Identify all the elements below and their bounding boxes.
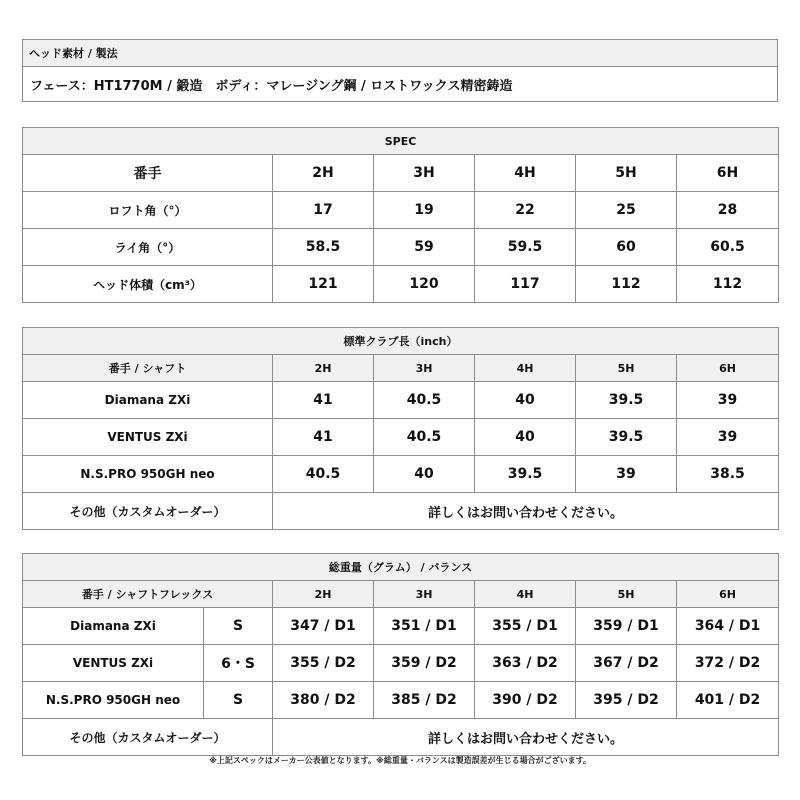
table-row-other [23, 493, 779, 530]
cell-value: 351 / D1 [374, 608, 475, 645]
row-label: その他（カスタムオーダー） [23, 719, 273, 756]
col-header: 6H [677, 355, 779, 382]
spec-col-header: 3H [374, 155, 475, 192]
cell-value: 121 [273, 266, 374, 303]
row-label: VENTUS ZXi [23, 645, 204, 682]
col-header: 番手 / シャフトフレックス [23, 581, 273, 608]
table-row [23, 382, 779, 419]
contact-note: 詳しくはお問い合わせください。 [273, 493, 779, 530]
cell-value: 117 [475, 266, 576, 303]
col-header: 3H [374, 581, 475, 608]
cell-value: 17 [273, 192, 374, 229]
cell-value: 120 [374, 266, 475, 303]
cell-value: 41 [273, 419, 374, 456]
cell-value: 364 / D1 [677, 608, 779, 645]
cell-value: 59.5 [475, 229, 576, 266]
club-length-title: 標準クラブ長（inch） [23, 328, 779, 355]
table-row [23, 266, 779, 303]
table-row [23, 456, 779, 493]
cell-value: 363 / D2 [475, 645, 576, 682]
row-label: Diamana ZXi [23, 608, 204, 645]
table-row [23, 229, 779, 266]
table-row [23, 419, 779, 456]
cell-value: 355 / D1 [475, 608, 576, 645]
head-material-text: フェース：HT1770M / 鍛造 ボディ：マレージング鋼 / ロストワックス精密鋳造 [23, 67, 778, 102]
footnote: ※上記スペックはメーカー公表値となります。※総重量・バランスは製造誤差が生じる場合がございます。 [209, 756, 591, 765]
flex-value: S [204, 608, 273, 645]
cell-value: 40 [475, 382, 576, 419]
col-header: 2H [273, 581, 374, 608]
col-header: 6H [677, 581, 779, 608]
col-header: 3H [374, 355, 475, 382]
spec-table [22, 127, 779, 303]
table-row [23, 192, 779, 229]
cell-value: 40.5 [374, 419, 475, 456]
row-label: ヘッド体積（cm³） [23, 266, 273, 303]
cell-value: 19 [374, 192, 475, 229]
cell-value: 385 / D2 [374, 682, 475, 719]
cell-value: 390 / D2 [475, 682, 576, 719]
club-length-header-row [23, 355, 779, 382]
spec-header-row [23, 155, 779, 192]
table-row [23, 682, 779, 719]
cell-value: 40 [374, 456, 475, 493]
spec-col-header: 5H [576, 155, 677, 192]
col-header: 4H [475, 355, 576, 382]
row-label: N.S.PRO 950GH neo [23, 456, 273, 493]
col-header: 2H [273, 355, 374, 382]
row-label: VENTUS ZXi [23, 419, 273, 456]
spec-col-header: 6H [677, 155, 779, 192]
cell-value: 28 [677, 192, 779, 229]
cell-value: 367 / D2 [576, 645, 677, 682]
cell-value: 347 / D1 [273, 608, 374, 645]
spec-title: SPEC [23, 128, 779, 155]
cell-value: 39.5 [576, 419, 677, 456]
cell-value: 60 [576, 229, 677, 266]
contact-note: 詳しくはお問い合わせください。 [273, 719, 779, 756]
cell-value: 401 / D2 [677, 682, 779, 719]
cell-value: 40.5 [374, 382, 475, 419]
table-row [23, 608, 779, 645]
cell-value: 60.5 [677, 229, 779, 266]
table-row [23, 645, 779, 682]
row-label: ロフト角（°） [23, 192, 273, 229]
row-label: ライ角（°） [23, 229, 273, 266]
cell-value: 59 [374, 229, 475, 266]
cell-value: 355 / D2 [273, 645, 374, 682]
cell-value: 380 / D2 [273, 682, 374, 719]
spec-col-header: 4H [475, 155, 576, 192]
cell-value: 39.5 [475, 456, 576, 493]
table-row-other [23, 719, 779, 756]
cell-value: 372 / D2 [677, 645, 779, 682]
cell-value: 395 / D2 [576, 682, 677, 719]
row-label: その他（カスタムオーダー） [23, 493, 273, 530]
flex-value: 6・S [204, 645, 273, 682]
col-header: 4H [475, 581, 576, 608]
cell-value: 39.5 [576, 382, 677, 419]
cell-value: 22 [475, 192, 576, 229]
cell-value: 359 / D1 [576, 608, 677, 645]
spec-col-header: 番手 [23, 155, 273, 192]
col-header: 番手 / シャフト [23, 355, 273, 382]
cell-value: 39 [677, 382, 779, 419]
cell-value: 38.5 [677, 456, 779, 493]
club-length-table [22, 327, 779, 530]
cell-value: 112 [576, 266, 677, 303]
flex-value: S [204, 682, 273, 719]
row-label: Diamana ZXi [23, 382, 273, 419]
cell-value: 40 [475, 419, 576, 456]
head-material-title: ヘッド素材 / 製法 [23, 40, 778, 67]
cell-value: 112 [677, 266, 779, 303]
cell-value: 39 [677, 419, 779, 456]
col-header: 5H [576, 355, 677, 382]
col-header: 5H [576, 581, 677, 608]
cell-value: 40.5 [273, 456, 374, 493]
cell-value: 25 [576, 192, 677, 229]
cell-value: 359 / D2 [374, 645, 475, 682]
cell-value: 58.5 [273, 229, 374, 266]
weight-balance-title: 総重量（グラム） / バランス [23, 554, 779, 581]
weight-balance-table [22, 553, 779, 756]
spec-col-header: 2H [273, 155, 374, 192]
cell-value: 39 [576, 456, 677, 493]
cell-value: 41 [273, 382, 374, 419]
row-label: N.S.PRO 950GH neo [23, 682, 204, 719]
weight-balance-header-row [23, 581, 779, 608]
head-material-table [22, 39, 778, 102]
